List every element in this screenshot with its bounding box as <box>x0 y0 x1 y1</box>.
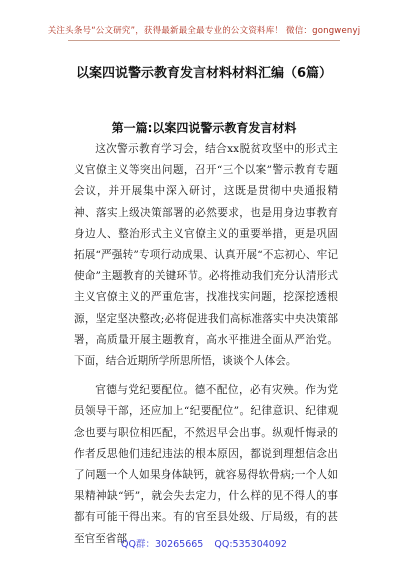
footer-qq-number: QQ:535304092 <box>214 539 287 550</box>
footer-qq-group: QQ群：30265665 <box>121 539 204 550</box>
document-title: 以案四说警示教育发言材料材料汇编（6篇） <box>75 66 333 81</box>
section-title: 第一篇:以案四说警示教育发言材料 <box>111 121 297 135</box>
header-divider <box>68 40 340 41</box>
body-paragraph: 官德与党纪要配位。德不配位，必有灾殃。作为党员领导干部，还应加上“纪要配位”。纪律意识、纪律观念也要与职位相匹配，不然迟早会出事。纵观忏悔录的作者反思他们违纪违法的根本原因，都说到理想信念出了问题一个人如果身体缺钙，就容易得软骨病;一个人如果精神缺“钙”，就会失去定力，什么样的见不得人的事都有可能干得出来。有的官至县处级、厅局级，有的甚至官至省部 <box>74 384 338 545</box>
document-body <box>74 139 338 558</box>
header-banner: 关注头条号“公文研究”，获得最新最全最专业的公文资料库！ 微信：gongwenyj <box>47 26 361 36</box>
body-paragraph: 这次警示教育学习会，结合xx脱贫攻坚中的形式主义官僚主义等突出问题，召开“三个以案”警示教育专题会议，并开展集中深入研讨，这既是贯彻中央通报精神、落实上级决策部署的必然要求，也是用身边事教育身边人、整治形式主义官僚主义的重要举措，更是巩固拓展“严强转”专项行动成果、认真开展“不忘初心、牢记使命”主题教育的关键环节。必将推动我们充分认清形式主义官僚主义的严重危害，找准找实问题，挖深挖透根源，坚定坚决整改;必将促进我们高标准落实中央决策部署，高质量开展主题教育，高水平推进全面从严治党。下面，结合近期所学所思所悟，谈谈个人体会。 <box>74 143 338 368</box>
footer-contact <box>0 536 408 550</box>
